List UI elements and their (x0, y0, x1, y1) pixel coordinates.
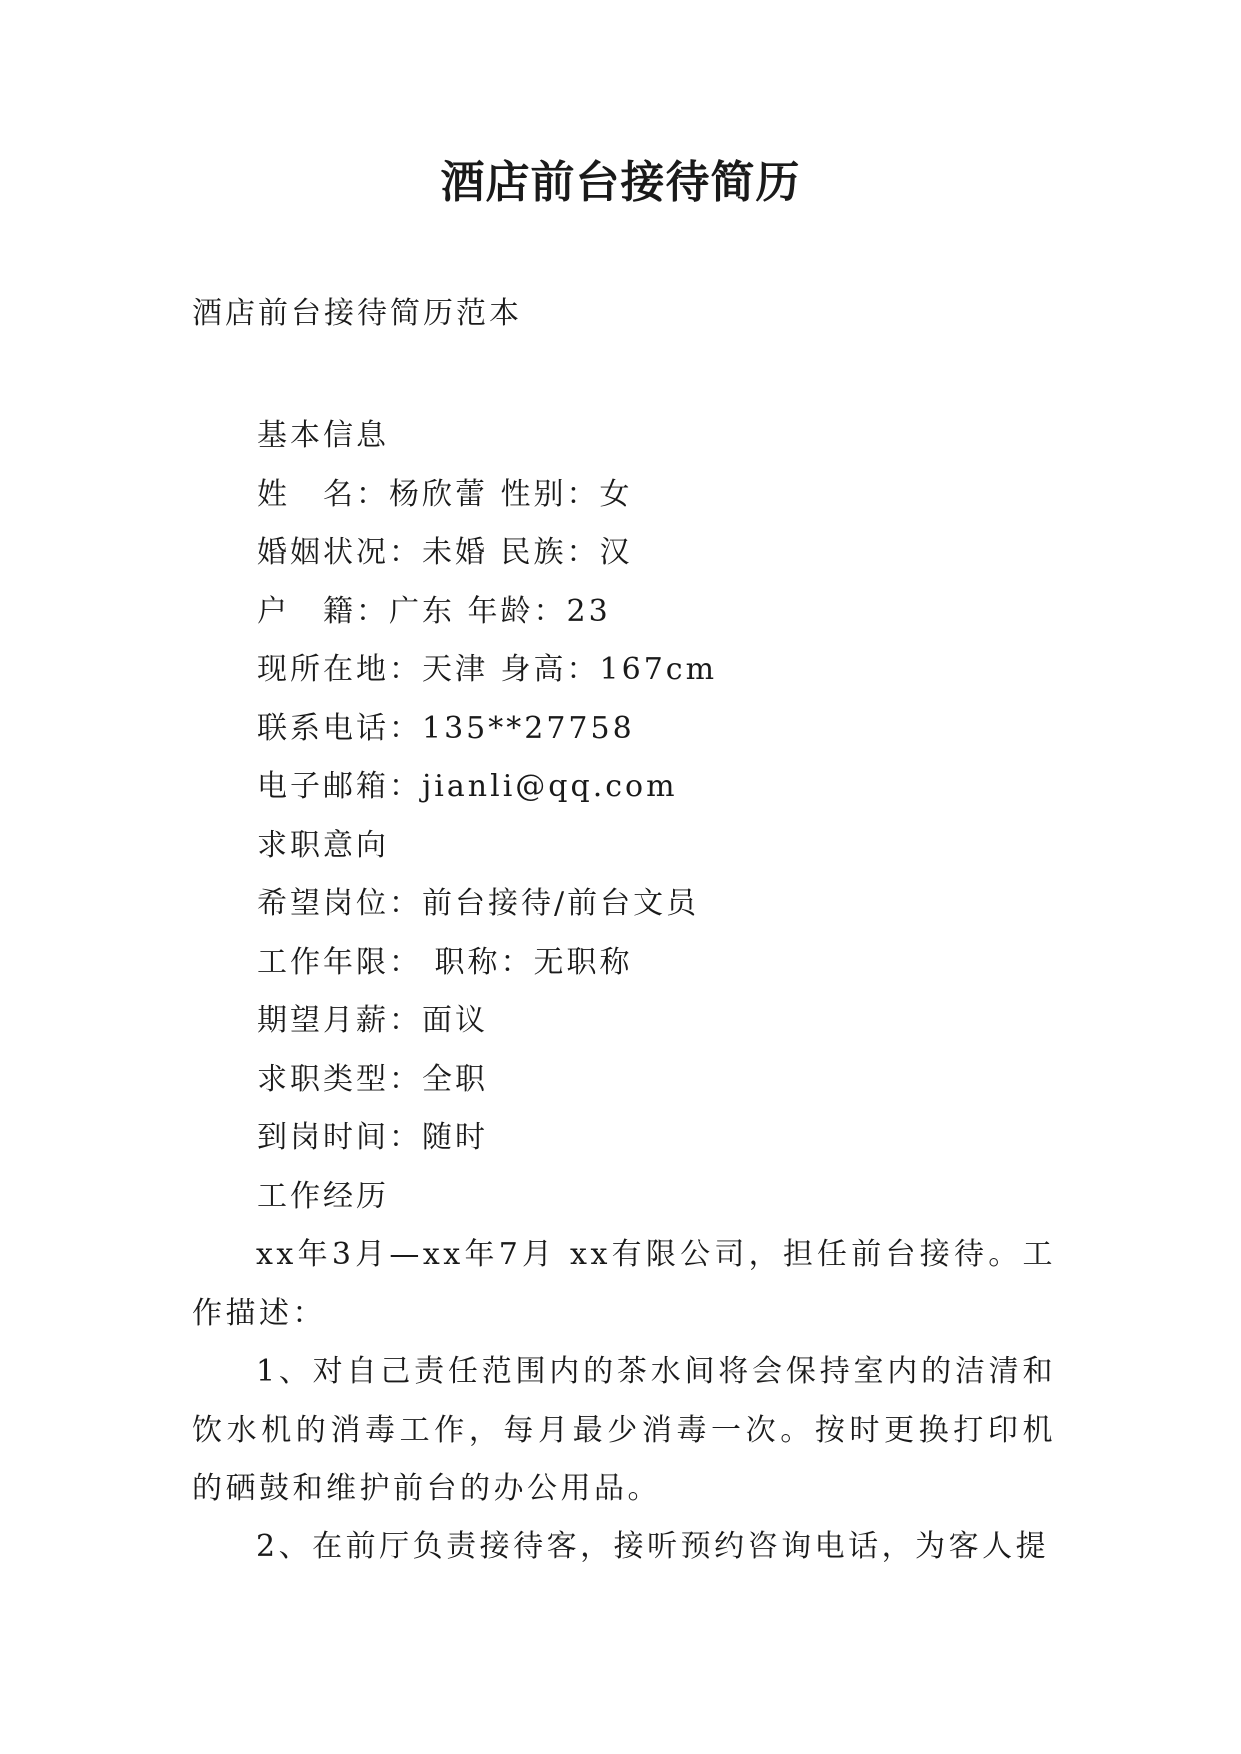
document-title: 酒店前台接待简历 (440, 157, 801, 208)
duty-paragraph-2: 2、在前厅负责接待客，接听预约咨询电话，为客人提 (256, 1529, 1050, 1564)
info-line-desired-position: 希望岗位：前台接待/前台文员 (257, 886, 700, 921)
experience-paragraph: xx年3月—xx年7月 xx有限公司，担任前台接待。工作描述： (192, 1237, 1056, 1331)
duty-paragraph-1: 1、对自己责任范围内的茶水间将会保持室内的洁清和饮水机的消毒工作，每月最少消毒一次。按时更换打印机的硒鼓和维护前台的办公用品。 (192, 1354, 1056, 1506)
info-line-phone: 联系电话：135**27758 (257, 710, 635, 746)
info-line-email: 电子邮箱：jianli@qq.com (257, 769, 678, 804)
info-line-location-height: 现所在地：天津 身高：167cm (257, 652, 718, 687)
info-line-work-years-title: 工作年限： 职称：无职称 (257, 944, 633, 980)
section-heading-job-intention: 求职意向 (257, 827, 389, 863)
info-line-name-gender: 姓 名：杨欣蕾 性别：女 (257, 476, 633, 512)
section-heading-basic-info: 基本信息 (257, 418, 389, 453)
info-line-job-type: 求职类型：全职 (257, 1061, 488, 1097)
info-line-marital-ethnicity: 婚姻状况：未婚 民族：汉 (257, 535, 633, 570)
info-line-start-time: 到岗时间：随时 (257, 1120, 488, 1155)
document-subtitle: 酒店前台接待简历范本 (192, 296, 522, 331)
section-heading-work-experience: 工作经历 (257, 1178, 389, 1214)
info-line-hometown-age: 户 籍：广东 年龄：23 (257, 593, 611, 629)
info-line-expected-salary: 期望月薪：面议 (257, 1003, 488, 1038)
resume-info-list (257, 407, 717, 1226)
